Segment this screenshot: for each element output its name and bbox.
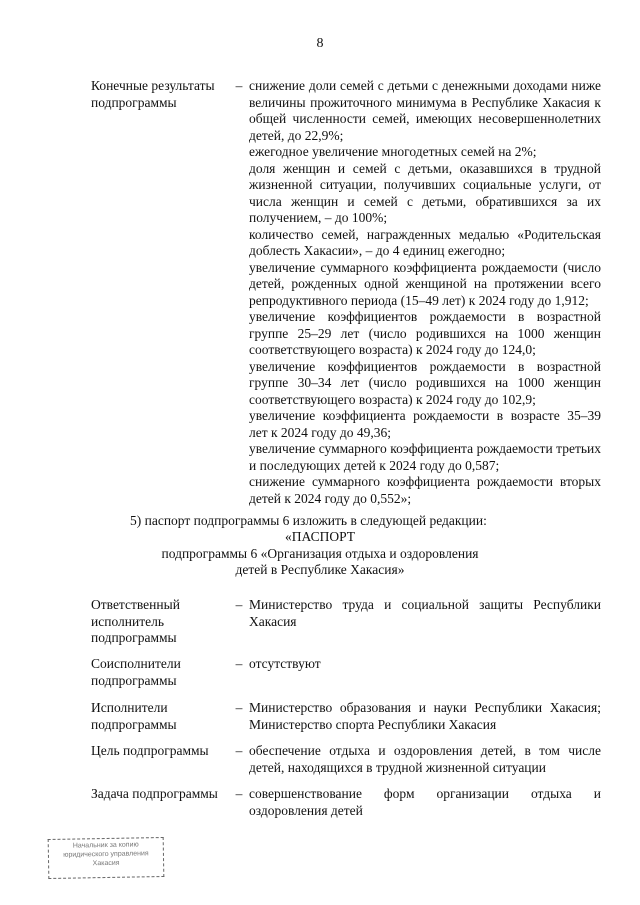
stamp-line: Начальник за копию (72, 841, 139, 850)
result-item: увеличение суммарного коэффициента рождаемости третьих и последующих детей к 2024 году до 0,587; (249, 441, 601, 473)
row-dash: – (235, 786, 243, 801)
goal-row (91, 743, 601, 776)
task-row (91, 786, 601, 819)
row-label: Исполнители подпрограммы (91, 700, 177, 732)
row-value: Министерство труда и социальной защиты Республики Хакасия (249, 597, 601, 629)
row-value: совершенствование форм организации отдыха и оздоровления детей (249, 786, 601, 818)
row-value: отсутствуют (249, 656, 321, 671)
final-results-dash: – (235, 78, 243, 93)
result-item: увеличение коэффициентов рождаемости в возрастной группе 30–34 лет (число родившихся на 1000 женщин соответствующего возраста) к 2024 году до 102,9; (249, 358, 601, 407)
responsible-executor-row (91, 597, 601, 647)
row-label: Задача подпрограммы (91, 786, 218, 801)
copy-stamp (48, 837, 165, 879)
result-item: количество семей, награжденных медалью «Родительская доблесть Хакасии», – до 4 единиц ежегодно; (249, 226, 601, 258)
result-item: снижение суммарного коэффициента рождаемости вторых детей к 2024 году до 0,552»; (249, 474, 601, 506)
final-results-list (249, 78, 601, 507)
row-label: Цель подпрограммы (91, 743, 209, 758)
passport-subtitle-line2: детей в Республике Хакасия» (235, 562, 405, 577)
stamp-line: Хакасия (92, 859, 120, 868)
row-dash: – (235, 700, 243, 715)
row-value: Министерство образования и науки Республики Хакасия; Министерство спорта Республики Хакасия (249, 700, 601, 732)
final-results-label: Конечные результаты подпрограммы (91, 78, 215, 110)
passport-title: «ПАСПОРТ (285, 529, 355, 544)
result-item: увеличение коэффициента рождаемости в возрасте 35–39 лет к 2024 году до 49,36; (249, 408, 601, 440)
stamp-line: юридического управления (63, 850, 149, 859)
result-item: доля женщин и семей с детьми, оказавшихся в трудной жизненной ситуации, получивших социальные услуги, от числа женщин и семей с детьми, обратившихся за их получением, – до 100%; (249, 160, 601, 225)
row-dash: – (235, 597, 243, 612)
co-executors-row (91, 656, 601, 689)
amendment-intro: 5) паспорт подпрограммы 6 изложить в следующей редакции: (130, 513, 487, 528)
passport-title-block (0, 529, 640, 579)
row-dash: – (235, 656, 243, 671)
row-label: Ответственный исполнитель подпрограммы (91, 597, 180, 645)
row-value: обеспечение отдыха и оздоровления детей, в том числе детей, находящихся в трудной жизненной ситуации (249, 743, 601, 775)
result-item: ежегодное увеличение многодетных семей на 2%; (249, 144, 537, 159)
result-item: увеличение суммарного коэффициента рождаемости (число детей, рожденных одной женщиной на протяжении всего репродуктивного периода (15–49 лет) к 2024 году до 1,912; (249, 259, 601, 308)
passport-subtitle-line1: подпрограммы 6 «Организация отдыха и оздоровления (161, 545, 479, 561)
row-label: Соисполнители подпрограммы (91, 656, 181, 688)
executors-row (91, 700, 601, 733)
final-results-row (91, 78, 601, 507)
result-item: снижение доли семей с детьми с денежными доходами ниже величины прожиточного минимума в Республике Хакасия к общей численности семей, имеющих несовершеннолетних детей, до 22,9%; (249, 78, 601, 143)
row-dash: – (235, 743, 243, 758)
page-number: 8 (316, 36, 324, 51)
result-item: увеличение коэффициентов рождаемости в возрастной группе 25–29 лет (число родившихся на 1000 женщин соответствующего возраста) к 2024 году до 124,0; (249, 309, 601, 357)
